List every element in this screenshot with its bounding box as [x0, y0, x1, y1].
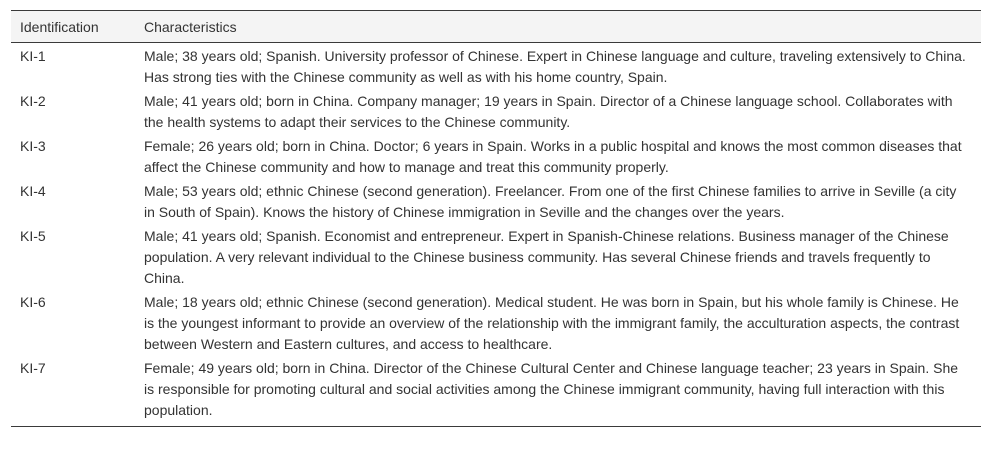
- cell-identification: KI-7: [20, 360, 46, 376]
- informants-table-container: [11, 10, 981, 427]
- cell-identification: KI-2: [20, 93, 46, 109]
- table-row: [11, 357, 981, 427]
- cell-identification: KI-6: [20, 294, 46, 310]
- table-row: [11, 90, 981, 135]
- table-row: [11, 180, 981, 225]
- cell-characteristics: Male; 18 years old; ethnic Chinese (second generation). Medical student. He was born in Spain, but his whole family is Chinese. He is the youngest informant to provide an overview of the relationship with the immigrant family, the acculturation aspects, the contrast between Western and Eastern cultures, and access to healthcare.: [144, 294, 960, 352]
- table-row: [11, 291, 981, 357]
- cell-characteristics: Female; 49 years old; born in China. Director of the Chinese Cultural Center and Chinese language teacher; 23 years in Spain. She is responsible for promoting cultural and social activities among the Chinese immigrant community, having full interaction with this population.: [144, 360, 959, 418]
- cell-characteristics: Male; 38 years old; Spanish. University professor of Chinese. Expert in Chinese language and culture, traveling extensively to China. Has strong ties with the Chinese community as well as with his home country, Spain.: [144, 48, 966, 85]
- table-row: [11, 135, 981, 180]
- cell-characteristics: Female; 26 years old; born in China. Doctor; 6 years in Spain. Works in a public hospital and knows the most common diseases that affect the Chinese community and how to manage and treat this community properly.: [144, 138, 962, 175]
- table-header: [11, 11, 981, 43]
- table-body: [11, 43, 981, 427]
- cell-identification: KI-3: [20, 138, 46, 154]
- informants-table: [11, 10, 981, 427]
- table-row: [11, 43, 981, 91]
- header-identification: Identification: [20, 19, 99, 35]
- cell-identification: KI-1: [20, 48, 46, 64]
- cell-characteristics: Male; 53 years old; ethnic Chinese (second generation). Freelancer. From one of the first Chinese families to arrive in Seville (a city in South of Spain). Knows the history of Chinese immigration in Seville and the changes over the years.: [144, 183, 957, 220]
- table-row: [11, 225, 981, 291]
- cell-identification: KI-5: [20, 228, 46, 244]
- cell-identification: KI-4: [20, 183, 46, 199]
- cell-characteristics: Male; 41 years old; Spanish. Economist and entrepreneur. Expert in Spanish-Chinese relations. Business manager of the Chinese population. A very relevant individual to the Chinese business community. Has several Chinese friends and travels frequently to China.: [144, 228, 949, 286]
- header-characteristics: Characteristics: [144, 19, 237, 35]
- header-row: [11, 11, 981, 43]
- cell-characteristics: Male; 41 years old; born in China. Company manager; 19 years in Spain. Director of a Chinese language school. Collaborates with the health systems to adapt their services to the Chinese community.: [144, 93, 953, 130]
